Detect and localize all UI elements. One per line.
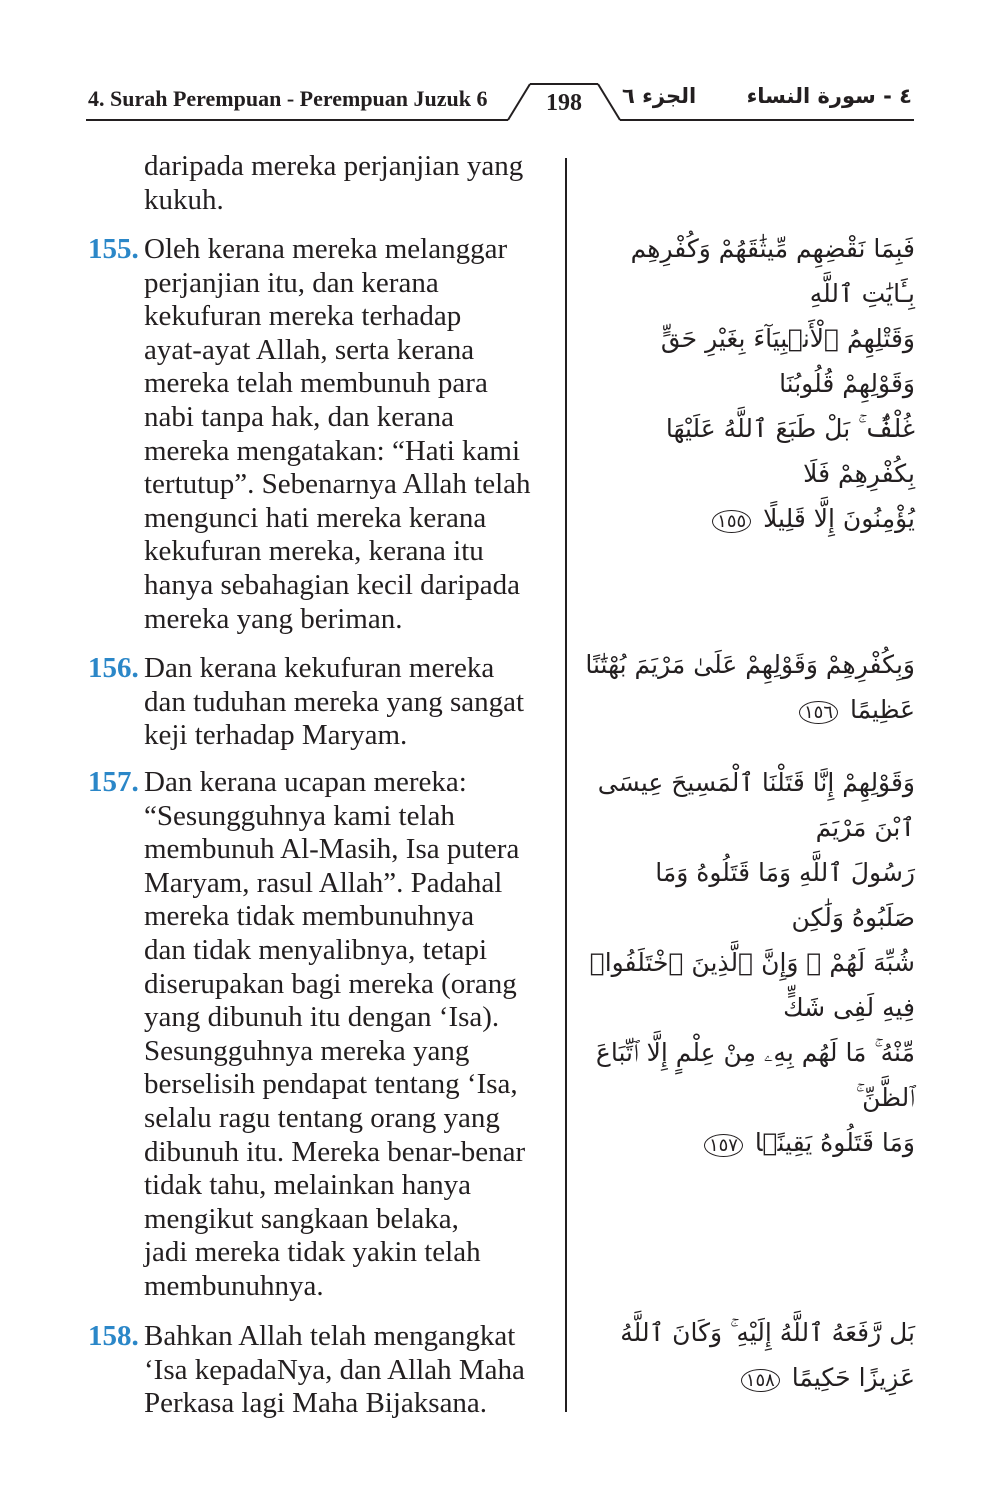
verse-translation: Dan kerana kekufuran mereka dan tuduhan mereka yang sangat keji terhadap Maryam. bbox=[144, 652, 525, 752]
arabic-text: وَبِكُفْرِهِمْ وَقَوْلِهِمْ عَلَىٰ مَرْيَمَ بُهْتَٰنًا عَظِيمًا bbox=[585, 650, 915, 724]
ayah-end-marker: ١٥٨ bbox=[741, 1369, 780, 1392]
column-divider bbox=[565, 158, 567, 1412]
verse-number: 157. bbox=[88, 766, 139, 798]
verse-158-arabic bbox=[585, 1310, 915, 1403]
verse-155-arabic bbox=[585, 226, 915, 544]
continuation-paragraph bbox=[88, 150, 548, 217]
verse-157 bbox=[88, 766, 548, 1304]
verse-155 bbox=[88, 233, 548, 636]
verse-translation: Oleh kerana mereka melanggar perjanjian itu, dan kerana kekufuran mereka terhadap ayat-ayat Allah, serta kerana mereka telah membunuh para nabi tanpa hak, dan kerana mereka mengatakan: “Hati kami tertutup”. Sebenarnya Allah telah mengunci hati mereka kerana kekufuran mereka, kerana itu hanya sebahagian kecil daripada mereka yang beriman. bbox=[144, 233, 531, 635]
verse-translation: Dan kerana ucapan mereka: “Sesungguhnya kami telah membunuh Al-Masih, Isa putera Maryam, rasul Allah”. Padahal mereka tidak membunuhnya dan tidak menyalibnya, tetapi diserupakan bagi mereka (orang yang dibunuh itu dengan ‘Isa). Sesungguhnya mereka yang berselisih pendapat tentang ‘Isa, selalu ragu tentang orang yang dibunuh itu. Mereka benar-benar tidak tahu, melainkan hanya mengikut sangkaan belaka, jadi mereka tidak yakin telah membunuhnya. bbox=[144, 766, 526, 1302]
verse-158 bbox=[88, 1320, 548, 1421]
verse-156-arabic bbox=[585, 642, 915, 735]
verse-156 bbox=[88, 652, 548, 753]
verse-translation: Bahkan Allah telah mengangkat ‘Isa kepadaNya, dan Allah Maha Perkasa lagi Maha Bijaksana. bbox=[144, 1320, 525, 1420]
arabic-text: وَقَوْلِهِمْ إِنَّا قَتَلْنَا ٱلْمَسِيحَ عِيسَى ٱبْنَ مَرْيَمَ رَسُولَ ٱللَّهِ وَمَا قَتَلُوهُ وَمَا صَلَبُوهُ وَلَٰكِن شُبِّهَ لَهُمْ ۚ وَإِنَّ ٱلَّذِينَ ٱخْتَلَفُوا۟ فِيهِ لَفِى شَكٍّ مِّنْهُ ۚ مَا لَهُم بِهِۦ مِنْ عِلْمٍ إِلَّا ٱتِّبَاعَ ٱلظَّنِّ ۚ وَمَا قَتَلُوهُ يَقِينًۢا bbox=[589, 768, 915, 1157]
verse-number: 155. bbox=[88, 233, 139, 265]
ayah-end-marker: ١٥٦ bbox=[799, 701, 838, 724]
continuation-text: daripada mereka perjanjian yang kukuh. bbox=[144, 150, 524, 216]
verse-number: 158. bbox=[88, 1320, 139, 1352]
running-header-title: 4. Surah Perempuan - Perempuan Juzuk 6 bbox=[88, 86, 488, 111]
page-number: 198 bbox=[546, 90, 582, 116]
ayah-end-marker: ١٥٥ bbox=[712, 510, 751, 533]
verse-number: 156. bbox=[88, 652, 139, 684]
surah-title-arabic: ٤ - سورة النساء bbox=[746, 84, 912, 108]
ayah-end-marker: ١٥٧ bbox=[704, 1134, 743, 1157]
arabic-text: بَل رَّفَعَهُ ٱللَّهُ إِلَيْهِ ۚ وَكَانَ ٱللَّهُ عَزِيزًا حَكِيمًا bbox=[620, 1318, 915, 1392]
juz-label-arabic: الجزء ٦ bbox=[622, 84, 697, 108]
arabic-text: فَبِمَا نَقْضِهِم مِّيثَٰقَهُمْ وَكُفْرِهِم بِـَٔايَٰتِ ٱللَّهِ وَقَتْلِهِمُ ٱلْأَنۢبِيَآءَ بِغَيْرِ حَقٍّ وَقَوْلِهِمْ قُلُوبُنَا غُلْفٌۢ ۚ بَلْ طَبَعَ ٱللَّهُ عَلَيْهَا بِكُفْرِهِمْ فَلَا يُؤْمِنُونَ إِلَّا قَلِيلًا bbox=[630, 234, 915, 533]
verse-157-arabic bbox=[585, 760, 915, 1168]
